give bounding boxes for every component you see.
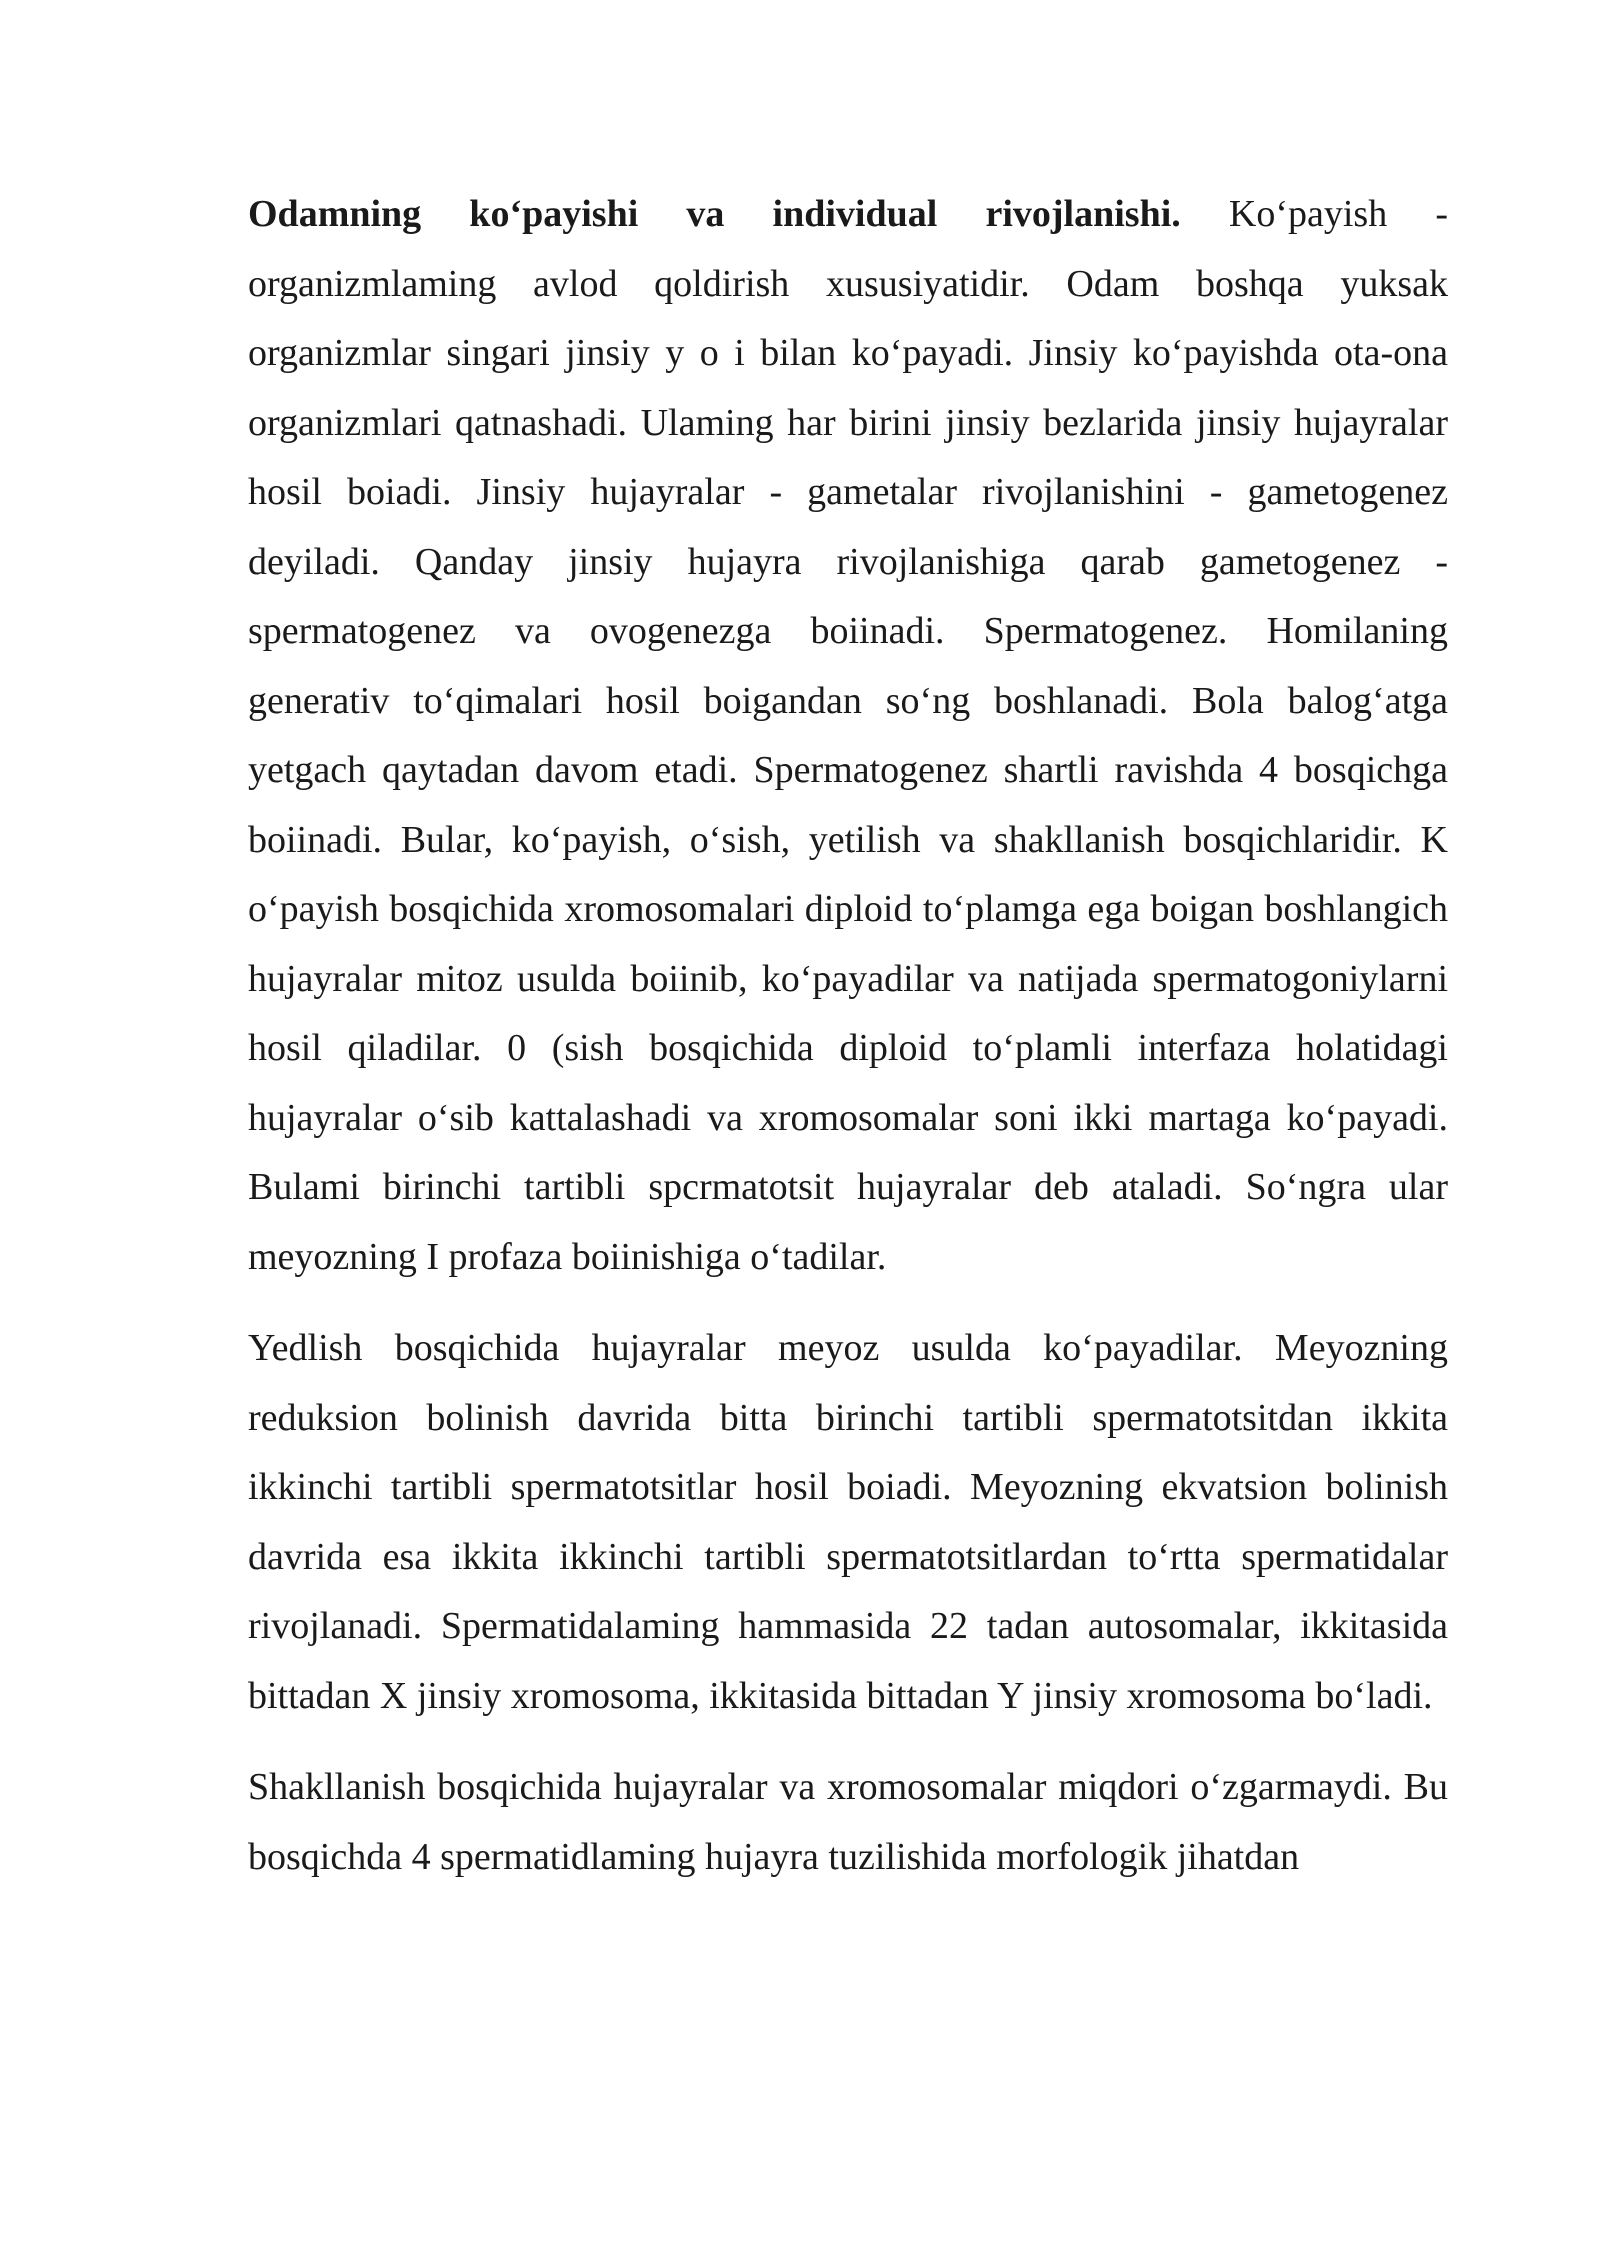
section-heading: Odamning ko‘payishi va individual rivojlanishi.: [248, 193, 1181, 235]
paragraph-formation: [248, 1753, 1448, 1892]
document-page: [248, 180, 1448, 1892]
paragraph-reproduction: [248, 180, 1448, 1292]
paragraph-text: Shakllanish bosqichida hujayralar va xromosomalar miqdori o‘zgarmaydi. Bu bosqichda 4 spermatidlaming hujayra tuzilishida morfologik jihatdan: [248, 1766, 1448, 1878]
paragraph-text: Yedlish bosqichida hujayralar meyoz usulda ko‘payadilar. Meyozning reduksion bolinish davrida bitta birinchi tartibli spermatotsitdan ikkita ikkinchi tartibli spermatotsitlar hosil boiadi. Meyozning ekvatsion bolinish davrida esa ikkita ikkinchi tartibli spermatotsitlardan to‘rtta spermatidalar rivojlanadi. Spermatidalaming hammasida 22 tadan autosomalar, ikkitasida bittadan X jinsiy xromosoma, ikkitasida bittadan Y jinsiy xromosoma bo‘ladi.: [248, 1327, 1448, 1717]
paragraph-text: Ko‘payish - organizmlaming avlod qoldirish xususiyatidir. Odam boshqa yuksak organizmlar singari jinsiy y o i bilan ko‘payadi. Jinsiy ko‘payishda ota-ona organizmlari qatnashadi. Ulaming har birini jinsiy bezlarida jinsiy hujayralar hosil boiadi. Jinsiy hujayralar - gametalar rivojlanishini - gametogenez deyiladi. Qanday jinsiy hujayra rivojlanishiga qarab gametogenez - spermatogenez va ovogenezga boiinadi. Spermatogenez. Homilaning generativ to‘qimalari hosil boigandan so‘ng boshlanadi. Bola balog‘atga yetgach qaytadan davom etadi. Spermatogenez shartli ravishda 4 bosqichga boiinadi. Bular, ko‘payish, o‘sish, yetilish va shakllanish bosqichlaridir. K o‘payish bosqichida xromosomalari diploid to‘plamga ega boigan boshlangich hujayralar mitoz usulda boiinib, ko‘payadilar va natijada spermatogoniylarni hosil qiladilar. 0 (sish bosqichida diploid to‘plamli interfaza holatidagi hujayralar o‘sib kattalashadi va xromosomalar soni ikki martaga ko‘payadi. Bulami birinchi tartibli spcrmatotsit hujayralar deb ataladi. So‘ngra ular meyozning I profaza boiinishiga o‘tadilar.: [248, 193, 1449, 1278]
paragraph-maturation: [248, 1314, 1448, 1731]
